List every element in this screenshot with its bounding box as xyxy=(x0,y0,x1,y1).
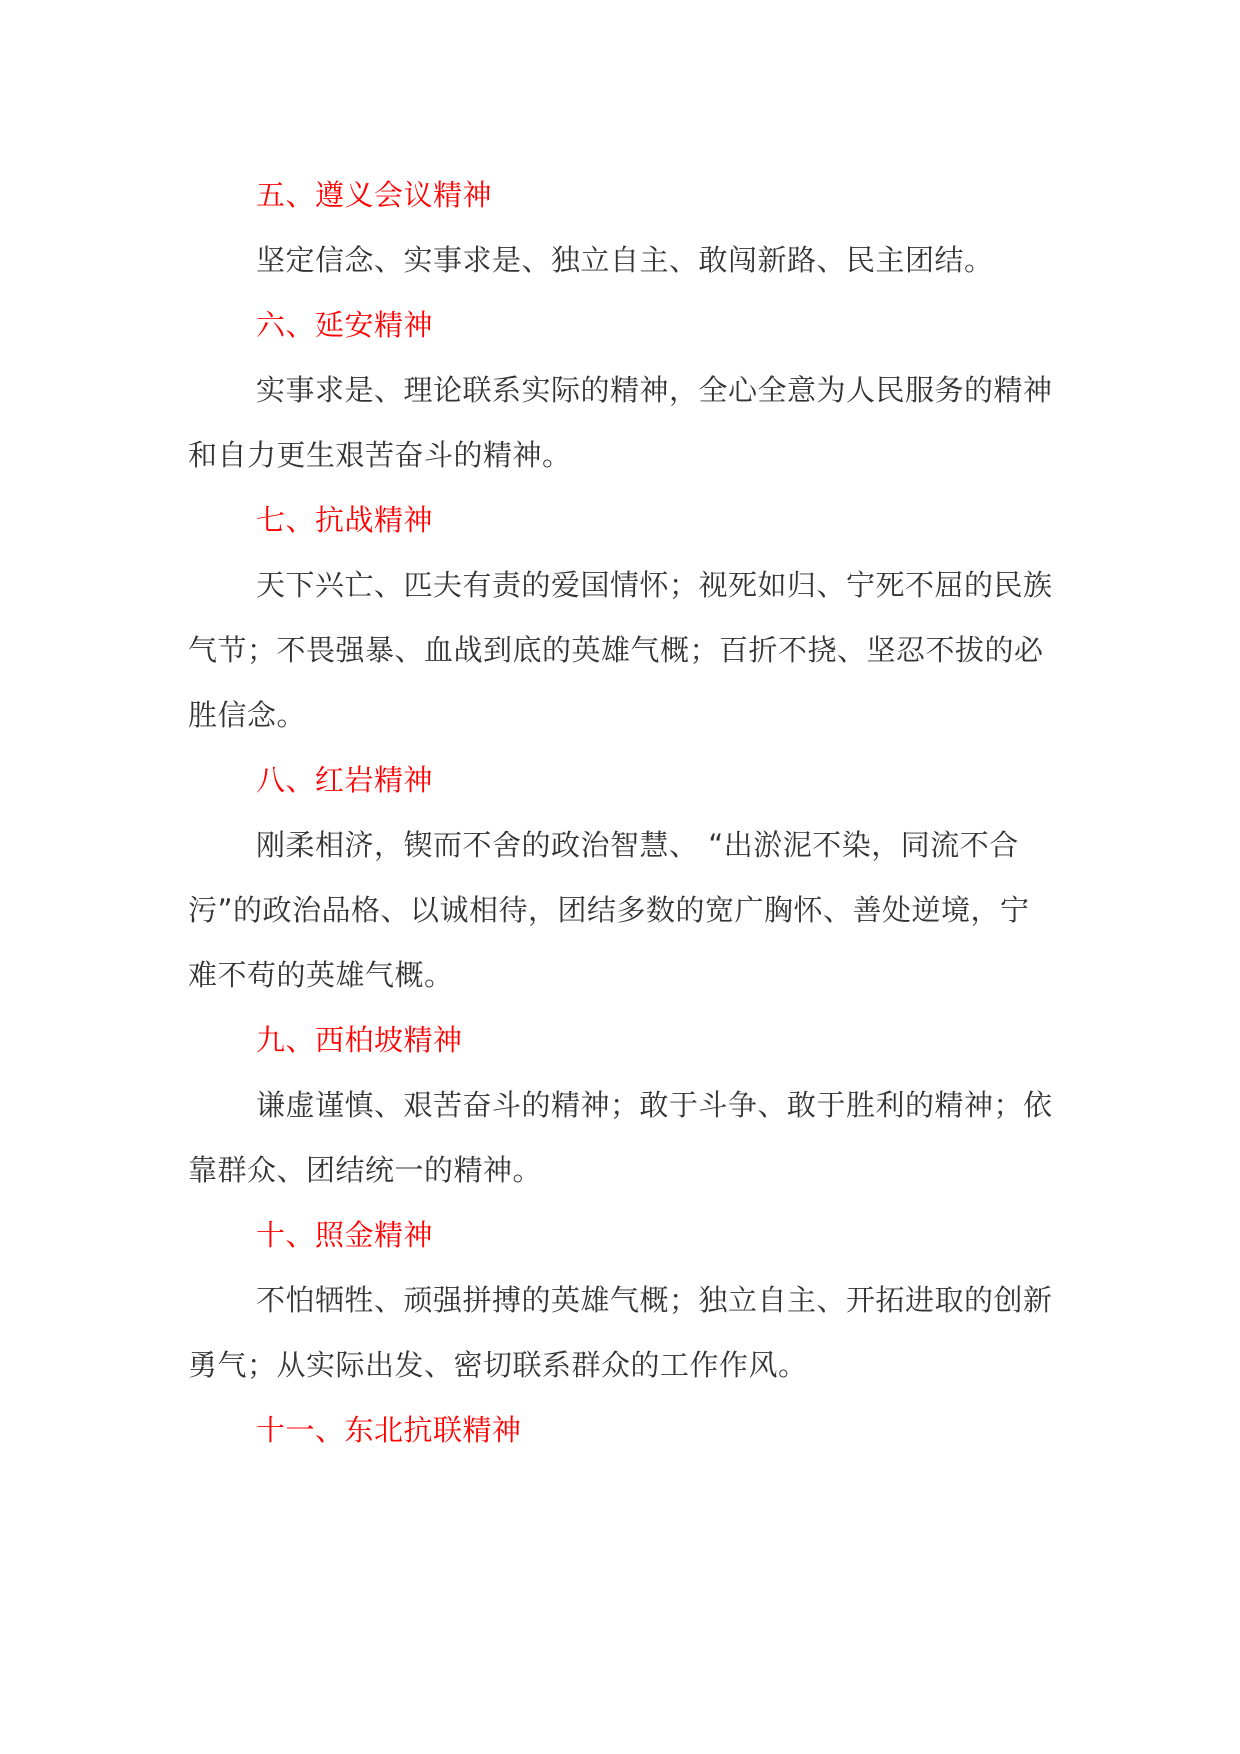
section-body-hongyan: 刚柔相济，锲而不舍的政治智慧、 “出淤泥不染，同流不合污”的政治品格、以诚相待，团结多数的宽广胸怀、善处逆境，宁难不苟的英雄气概。 xyxy=(188,828,1030,992)
section-body-xibaipo: 谦虚谨慎、艰苦奋斗的精神；敢于斗争、敢于胜利的精神；依靠群众、团结统一的精神。 xyxy=(188,1088,1053,1187)
section-body-zunyi: 坚定信念、实事求是、独立自主、敢闯新路、民主团结。 xyxy=(256,243,994,277)
section-heading-kangzhan: 七、抗战精神 xyxy=(256,503,434,537)
section-heading-hongyan: 八、红岩精神 xyxy=(256,763,434,797)
section-body-zhaojin: 不怕牺牲、顽强拼搏的英雄气概；独立自主、开拓进取的创新勇气；从实际出发、密切联系群众的工作作风。 xyxy=(188,1283,1053,1382)
section-heading-yanan: 六、延安精神 xyxy=(256,308,434,342)
section-heading-zunyi: 五、遵义会议精神 xyxy=(256,178,493,212)
section-body-yanan: 实事求是、理论联系实际的精神，全心全意为人民服务的精神和自力更生艰苦奋斗的精神。 xyxy=(188,373,1053,472)
section-heading-xibaipo: 九、西柏坡精神 xyxy=(256,1023,463,1057)
document-content xyxy=(188,163,1058,1463)
section-heading-dongbei-kanglian: 十一、东北抗联精神 xyxy=(256,1413,522,1447)
section-body-kangzhan: 天下兴亡、匹夫有责的爱国情怀；视死如归、宁死不屈的民族气节；不畏强暴、血战到底的英雄气概；百折不挠、坚忍不拔的必胜信念。 xyxy=(188,568,1053,732)
section-heading-zhaojin: 十、照金精神 xyxy=(256,1218,434,1252)
